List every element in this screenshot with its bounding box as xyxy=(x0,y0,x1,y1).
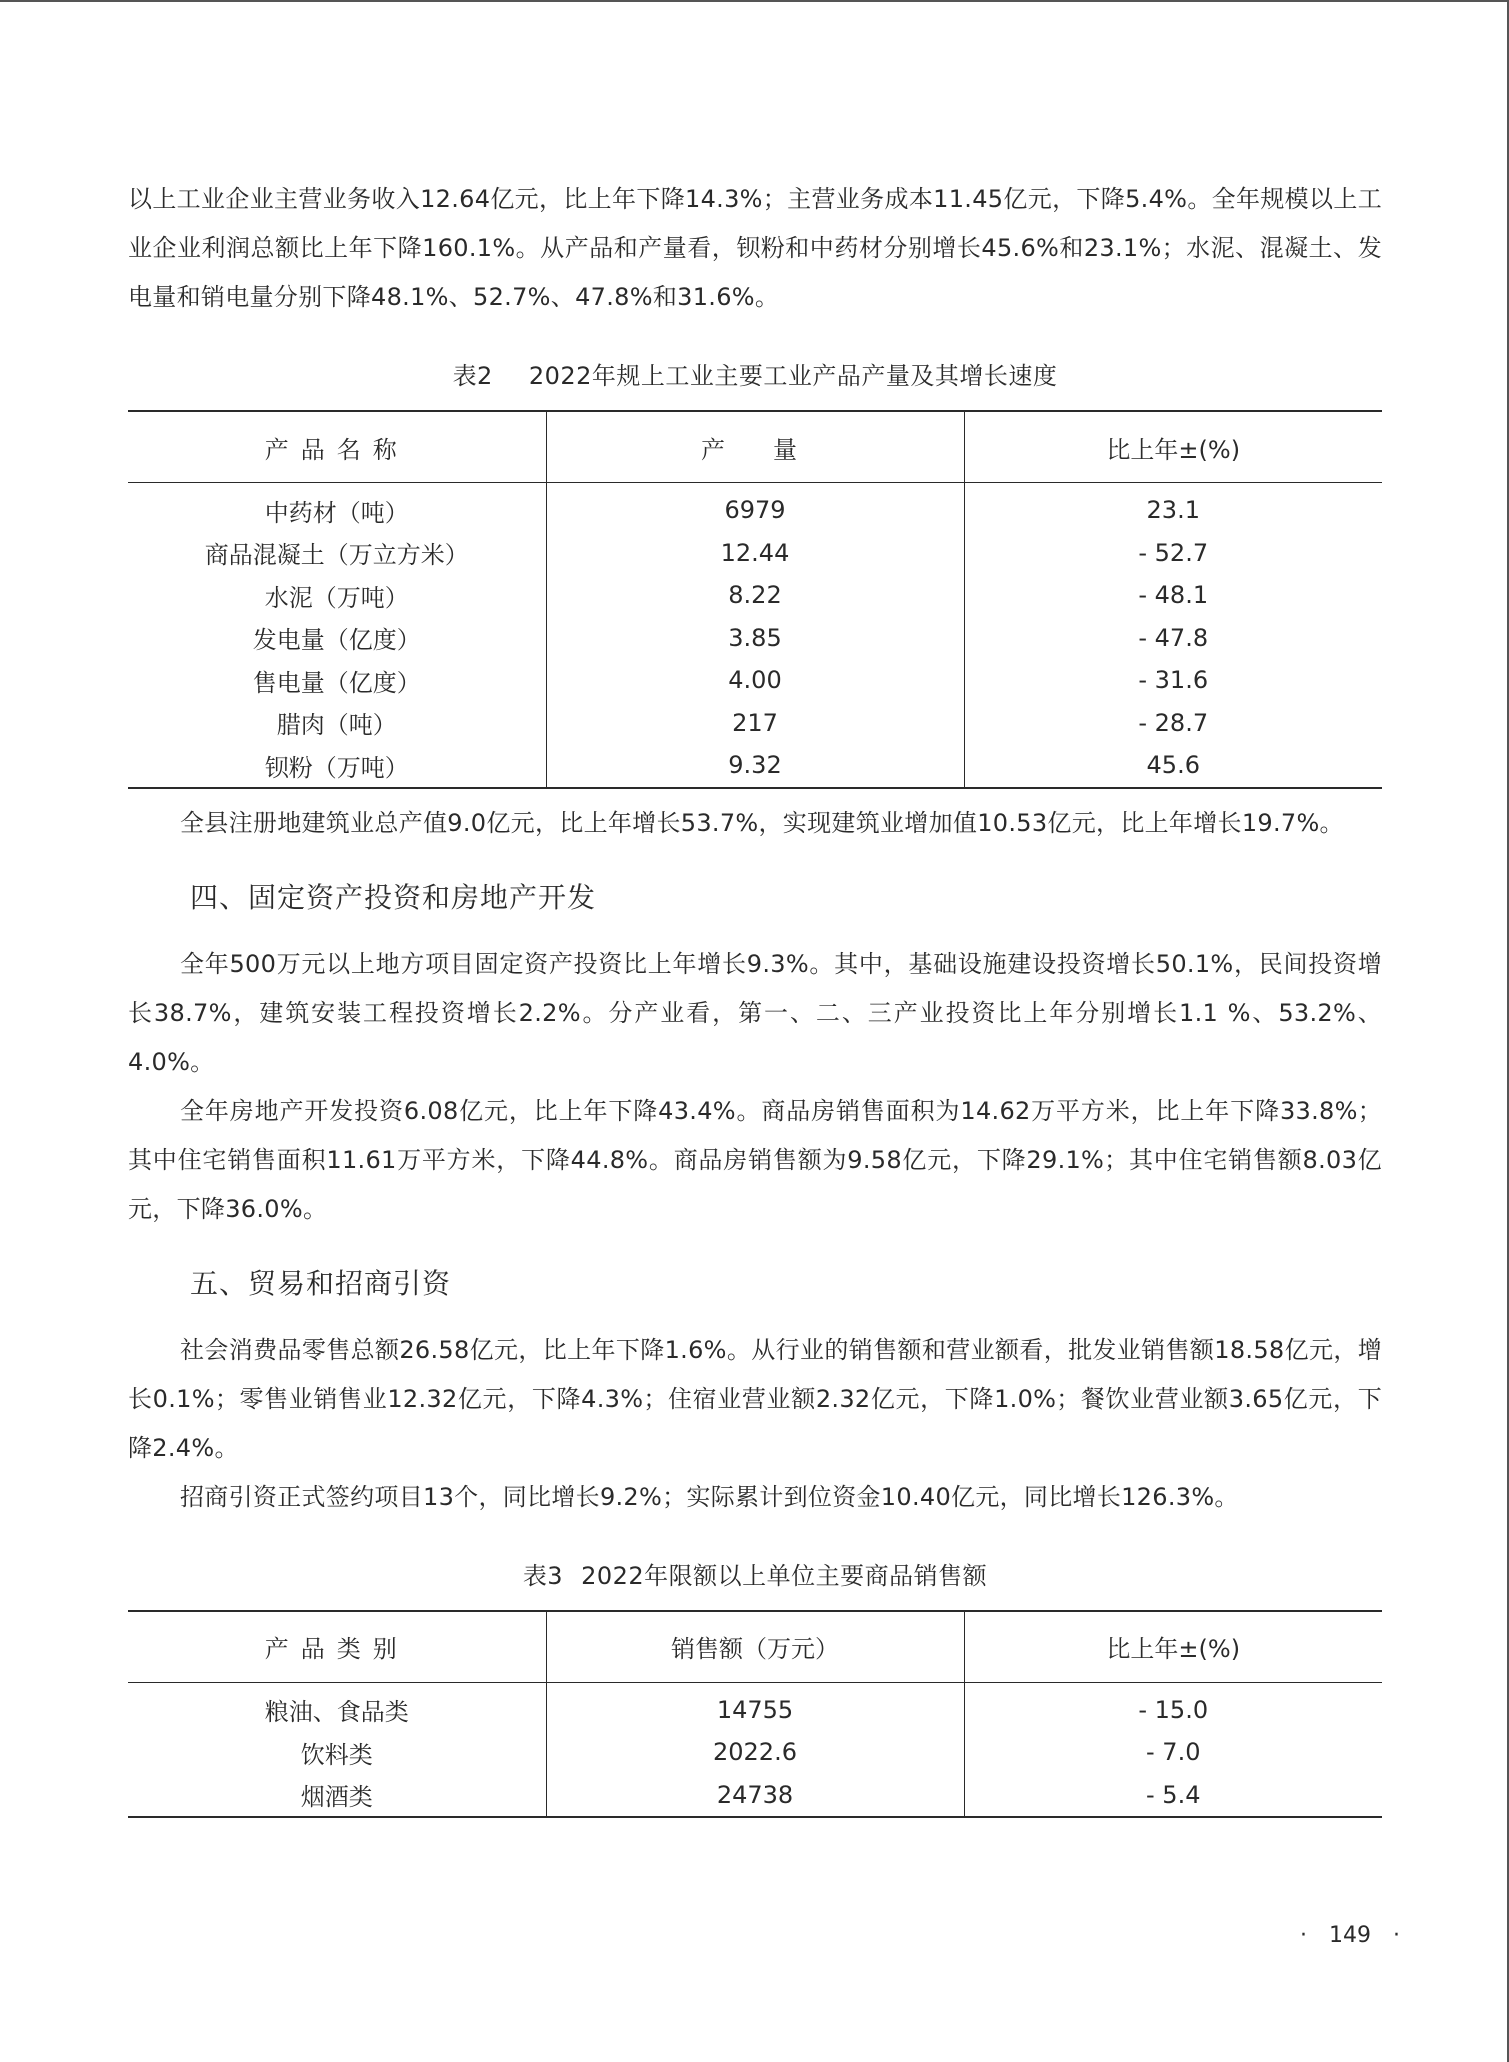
paragraph-investment-attraction: 招商引资正式签约项目13个，同比增长9.2%；实际累计到位资金10.40亿元，同比增长126.3%。 xyxy=(180,1482,1239,1511)
paragraph-retail-sales: 社会消费品零售总额26.58亿元，比上年下降1.6%。从行业的销售额和营业额看，批发业销售额18.58亿元，增长0.1%；零售业销售业12.32亿元，下降4.3%；住宿业营业额2.32亿元，下降1.0%；餐饮业营业额3.65亿元，下降2.4%。 xyxy=(128,1335,1382,1462)
column-header-change: 比上年±(%) xyxy=(964,1611,1382,1683)
table-header-row xyxy=(128,1611,1382,1683)
product-name-cell: 商品混凝土（万立方米） xyxy=(204,541,469,570)
table-2-caption xyxy=(128,360,1382,392)
output-cell: 8.22 xyxy=(546,574,964,617)
paragraph-construction: 全县注册地建筑业总产值9.0亿元，比上年增长53.7%，实现建筑业增加值10.53亿元，比上年增长19.7%。 xyxy=(180,808,1344,837)
table-row xyxy=(128,617,1382,660)
table-3-title: 2022年限额以上单位主要商品销售额 xyxy=(581,1561,988,1590)
change-cell: - 7.0 xyxy=(964,1731,1382,1774)
table-header-row xyxy=(128,411,1382,483)
change-cell: - 31.6 xyxy=(964,659,1382,702)
section-heading-fixed-assets: 四、固定资产投资和房地产开发 xyxy=(190,880,597,914)
table-row xyxy=(128,483,1382,532)
category-cell: 粮油、食品类 xyxy=(264,1698,409,1727)
output-cell: 12.44 xyxy=(546,532,964,575)
output-cell: 3.85 xyxy=(546,617,964,660)
sales-cell: 14755 xyxy=(546,1682,964,1731)
change-cell: - 28.7 xyxy=(964,702,1382,745)
table-3-number: 表3 xyxy=(522,1561,564,1590)
change-cell: - 48.1 xyxy=(964,574,1382,617)
document-body xyxy=(128,175,1382,1818)
change-cell: - 52.7 xyxy=(964,532,1382,575)
sales-cell: 2022.6 xyxy=(546,1731,964,1774)
product-name-cell: 发电量（亿度） xyxy=(252,626,421,655)
change-cell: - 5.4 xyxy=(964,1774,1382,1818)
table-row xyxy=(128,574,1382,617)
table-row xyxy=(128,532,1382,575)
sales-cell: 24738 xyxy=(546,1774,964,1818)
column-header-change: 比上年±(%) xyxy=(964,411,1382,483)
column-header-sales: 销售额（万元） xyxy=(546,1611,964,1683)
table-3-caption xyxy=(128,1560,1382,1592)
table-row xyxy=(128,1682,1382,1731)
output-cell: 6979 xyxy=(546,483,964,532)
category-cell: 烟酒类 xyxy=(128,1774,546,1818)
product-name-cell: 腊肉（吨） xyxy=(276,711,397,740)
table-3-commodity-sales xyxy=(128,1610,1382,1819)
table-row xyxy=(128,1731,1382,1774)
change-cell: 45.6 xyxy=(964,744,1382,788)
column-header-product-name: 产品名称 xyxy=(128,411,546,483)
change-cell: 23.1 xyxy=(964,483,1382,532)
change-cell: - 15.0 xyxy=(964,1682,1382,1731)
product-name-cell: 售电量（亿度） xyxy=(252,668,421,697)
column-header-output: 产 量 xyxy=(546,411,964,483)
table-row xyxy=(128,659,1382,702)
table-row xyxy=(128,744,1382,788)
output-cell: 4.00 xyxy=(546,659,964,702)
product-name-cell: 中药材（吨） xyxy=(264,498,409,527)
table-row xyxy=(128,702,1382,745)
paragraph-fixed-asset-investment: 全年500万元以上地方项目固定资产投资比上年增长9.3%。其中，基础设施建设投资增长50.1%，民间投资增长38.7%，建筑安装工程投资增长2.2%。分产业看，第一、二、三产业投资比上年分别增长1.1 %、53.2%、4.0%。 xyxy=(128,949,1382,1076)
category-cell: 饮料类 xyxy=(300,1740,373,1769)
product-name-cell: 水泥（万吨） xyxy=(264,583,409,612)
product-name-cell: 钡粉（万吨） xyxy=(128,744,546,788)
paragraph-industry-revenue: 以上工业企业主营业务收入12.64亿元，比上年下降14.3%；主营业务成本11.45亿元，下降5.4%。全年规模以上工业企业利润总额比上年下降160.1%。从产品和产量看，钡粉和中药材分别增长45.6%和23.1%；水泥、混凝土、发电量和销电量分别下降48.1%、52.7%、47.8%和31.6%。 xyxy=(128,185,1382,311)
paragraph-real-estate: 全年房地产开发投资6.08亿元，比上年下降43.4%。商品房销售面积为14.62万平方米，比上年下降33.8%；其中住宅销售面积11.61万平方米，下降44.8%。商品房销售额为9.58亿元，下降29.1%；其中住宅销售额8.03亿元，下降36.0%。 xyxy=(128,1096,1382,1223)
table-row xyxy=(128,1774,1382,1818)
table-2-title: 2022年规上工业主要工业产品产量及其增长速度 xyxy=(528,362,1058,390)
output-cell: 217 xyxy=(546,702,964,745)
column-header-category: 产品类别 xyxy=(128,1611,546,1683)
section-heading-trade: 五、贸易和招商引资 xyxy=(190,1266,452,1300)
output-cell: 9.32 xyxy=(546,744,964,788)
page-number: · 149 · xyxy=(1300,1923,1400,1948)
change-cell: - 47.8 xyxy=(964,617,1382,660)
table-2-number: 表2 xyxy=(452,362,493,390)
table-2-industrial-products xyxy=(128,410,1382,789)
